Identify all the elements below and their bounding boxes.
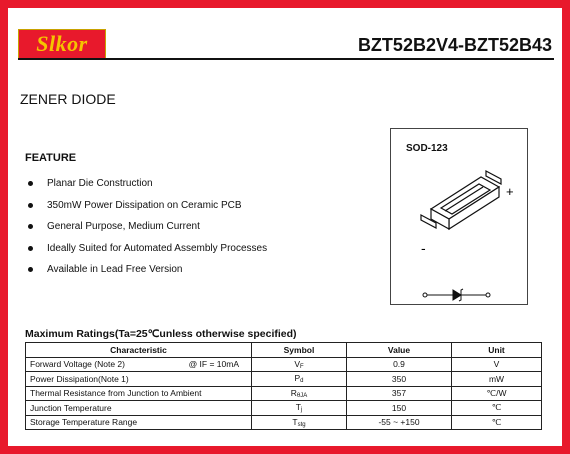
feature-heading: FEATURE	[25, 152, 77, 164]
device-type-title: ZENER DIODE	[20, 91, 116, 107]
row-symbol: Tstg	[252, 415, 347, 430]
feature-item	[28, 259, 267, 281]
table-row	[26, 415, 542, 430]
package-drawing	[391, 129, 529, 306]
feature-item	[28, 195, 267, 217]
row-characteristic: Thermal Resistance from Junction to Ambient	[26, 386, 252, 401]
bullet-icon	[28, 267, 33, 272]
header-divider	[18, 58, 554, 60]
feature-text: 350mW Power Dissipation on Ceramic PCB	[47, 199, 242, 211]
row-characteristic: Power Dissipation(Note 1)	[26, 372, 252, 387]
row-characteristic: Forward Voltage (Note 2) @ IF = 10mA	[26, 357, 252, 372]
row-unit: ℃	[452, 401, 542, 416]
row-unit: V	[452, 357, 542, 372]
package-name: SOD-123	[406, 143, 448, 154]
minus-terminal-label: -	[421, 240, 426, 256]
feature-text: General Purpose, Medium Current	[47, 221, 200, 233]
feature-item	[28, 238, 267, 260]
col-symbol: Symbol	[252, 343, 347, 358]
brand-logo	[18, 29, 106, 59]
row-symbol: VF	[252, 357, 347, 372]
row-unit: ℃/W	[452, 386, 542, 401]
row-symbol: Pd	[252, 372, 347, 387]
datasheet-page	[8, 8, 562, 446]
zener-symbol-icon	[423, 289, 490, 301]
part-number-title: BZT52B2V4-BZT52B43	[357, 35, 552, 55]
feature-item	[28, 216, 267, 238]
feature-list	[28, 173, 267, 281]
ratings-heading: Maximum Ratings(Ta=25℃unless otherwise specified)	[25, 328, 297, 340]
max-ratings-table	[25, 342, 542, 430]
bullet-icon	[28, 224, 33, 229]
plus-terminal-label: +	[506, 184, 514, 199]
row-characteristic: Storage Temperature Range	[26, 415, 252, 430]
row-unit: mW	[452, 372, 542, 387]
bullet-icon	[28, 181, 33, 186]
col-characteristic: Characteristic	[26, 343, 252, 358]
bullet-icon	[28, 246, 33, 251]
table-row	[26, 357, 542, 372]
row-value: 350	[347, 372, 452, 387]
feature-text: Planar Die Construction	[47, 178, 153, 190]
package-outline-box	[390, 128, 528, 305]
row-value: 0.9	[347, 357, 452, 372]
feature-item	[28, 173, 267, 195]
bullet-icon	[28, 203, 33, 208]
test-condition: @ IF = 10mA	[188, 359, 239, 370]
table-header-row	[26, 343, 542, 358]
row-value: 357	[347, 386, 452, 401]
table-row	[26, 372, 542, 387]
row-symbol: Tj	[252, 401, 347, 416]
col-unit: Unit	[452, 343, 542, 358]
table-row	[26, 401, 542, 416]
table-row	[26, 386, 542, 401]
row-symbol: RθJA	[252, 386, 347, 401]
feature-text: Available in Lead Free Version	[47, 264, 183, 276]
logo-text: Slkor	[36, 31, 88, 56]
feature-text: Ideally Suited for Automated Assembly Processes	[47, 242, 268, 254]
row-unit: ℃	[452, 415, 542, 430]
sod123-package-icon	[421, 171, 501, 229]
row-characteristic: Junction Temperature	[26, 401, 252, 416]
col-value: Value	[347, 343, 452, 358]
row-value: 150	[347, 401, 452, 416]
row-value: -55 ~ +150	[347, 415, 452, 430]
